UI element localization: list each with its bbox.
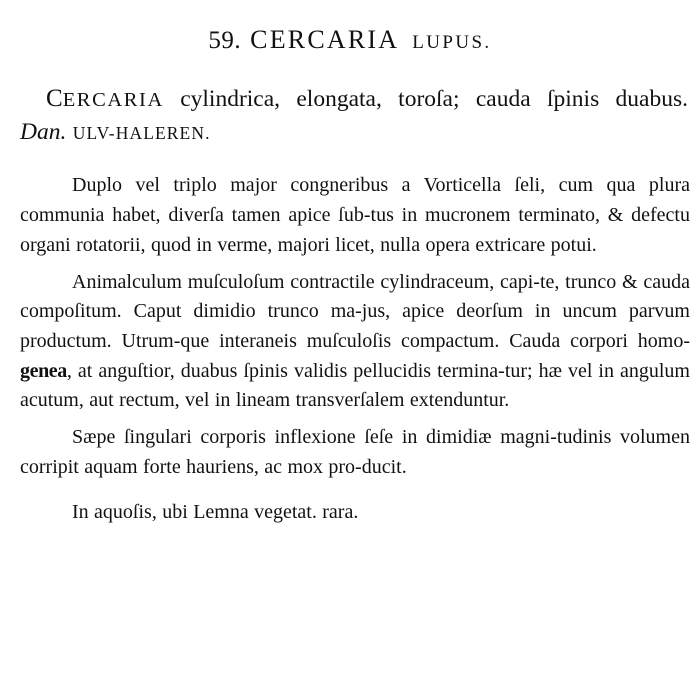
diagnosis-author: Dan. bbox=[20, 119, 67, 146]
paragraph-morphology-part1: Animalculum muſculoſum contractile cylindraceum, capi-te, trunco & cauda compoſitum. Caput dimidio trunco ma-jus, apice deorſum in uncum parvum productum. Utrum-que interaneis muſculoſis compactum. Cauda corpori homo- bbox=[20, 270, 690, 352]
diagnosis-genus-initial: C bbox=[46, 84, 63, 112]
body-text bbox=[0, 171, 700, 528]
title-genus: CERCARIA bbox=[250, 25, 400, 54]
species-diagnosis bbox=[0, 55, 700, 150]
paragraph-habitat: In aquoſis, ubi Lemna vegetat. rara. bbox=[72, 501, 359, 524]
page-title bbox=[0, 0, 700, 55]
paragraph-behaviour: Sæpe ſingulari corporis inflexione ſeſe in dimidiæ magni-tudinis volumen corripit aquam forte hauriens, ac mox pro-ducit. bbox=[20, 425, 690, 478]
paragraph-morphology bbox=[20, 268, 690, 416]
diagnosis-text: cylindrica, elongata, toroſa; cauda ſpinis duabus. bbox=[163, 85, 688, 112]
section-number: 59. bbox=[208, 27, 242, 54]
title-species: LUPUS. bbox=[412, 32, 492, 53]
paragraph-morphology-smudged-word: genea bbox=[20, 359, 67, 382]
paragraph-morphology-part2: , at anguſtior, duabus ſpinis validis pellucidis termina-tur; hæ vel in angulum acutum, aut rectum, vel in lineam transverſalem extenduntur. bbox=[20, 359, 690, 412]
diagnosis-genus-smallcaps: ERCARIA bbox=[62, 88, 164, 111]
diagnosis-vernacular-reference: ULV-HALEREN. bbox=[72, 123, 211, 144]
paragraph-comparison: Duplo vel triplo major congneribus a Vorticella ſeli, cum qua plura communia habet, diverſa tamen apice ſub-tus in mucronem terminato, & defectu organi rotatorii, quod in verme, majori licet, nulla opera extricare potui. bbox=[20, 174, 690, 256]
